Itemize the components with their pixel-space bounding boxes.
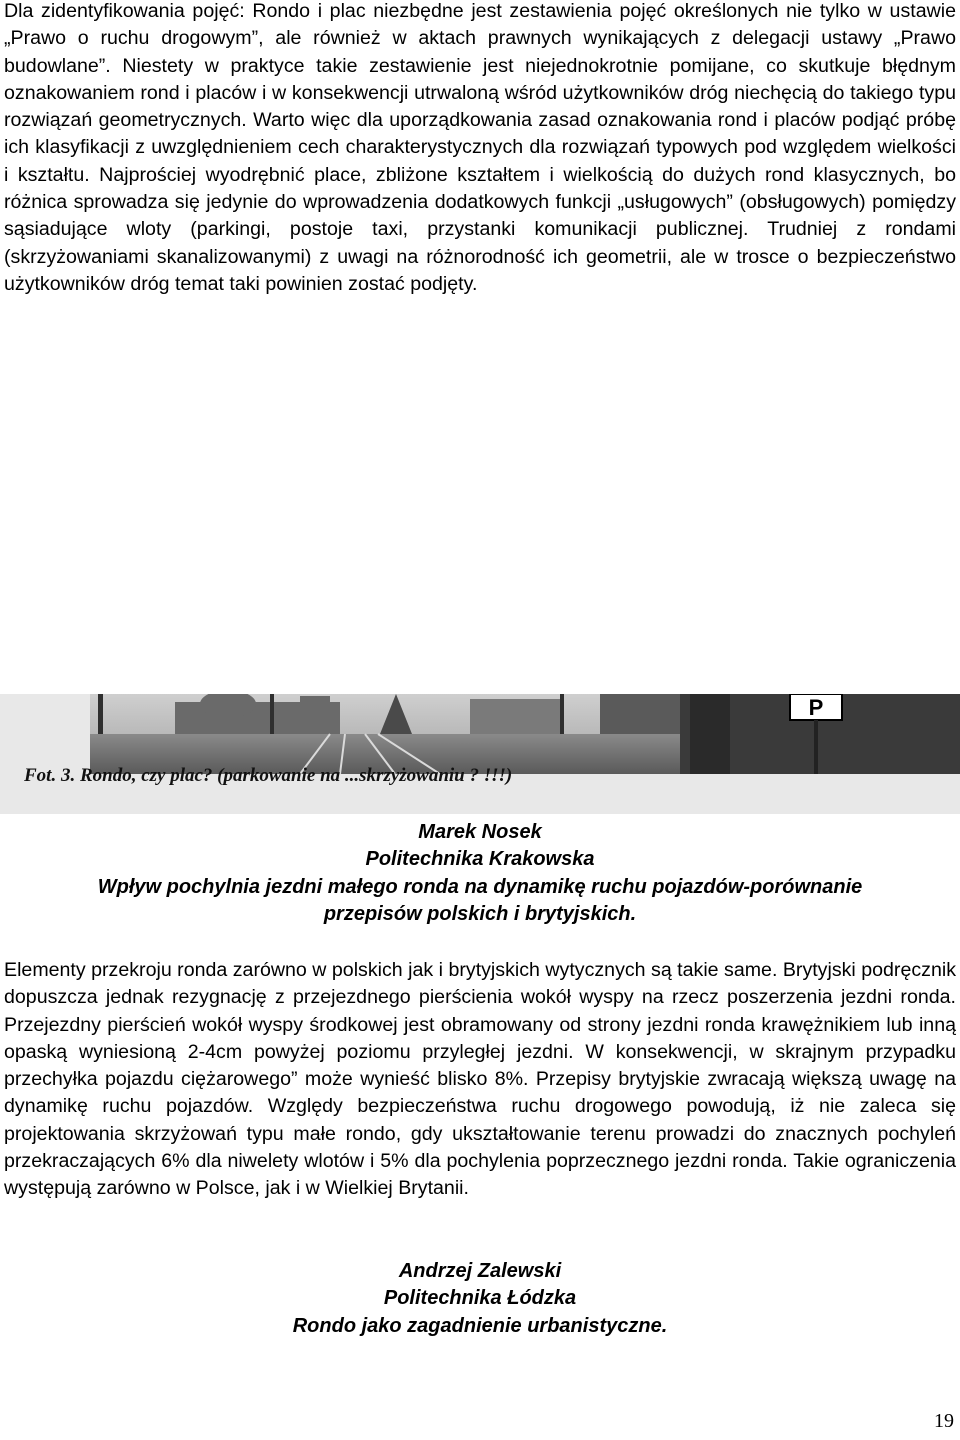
body-paragraph: Elementy przekroju ronda zarówno w polskich jak i brytyjskich wytycznych są takie same. Brytyjski podręcznik dopuszcza jednak rezygnację z przejezdnego pierścienia wokół wyspy na rzecz poszerzenia jezdni ronda. Przejezdny pierścień wokół wyspy środkowej jest obramowany od strony jezdni ronda krawężnikiem lub inną opaską wyniesioną 2-4cm powyżej poziomu przyległej jezdni. W konsekwencji, w skrajnym przypadku przechyłka pojazdu ciężarowego” może wynieść blisko 8%. Przepisy brytyjskie zwracają większą uwagę na dynamikę ruchu pojazdów. Względy bezpieczeństwa ruchu drogowego powodują, iż nie zaleca się projektowania skrzyżowań typu małe rondo, gdy ukształtowanie terenu prowadzi do znacznych pochyleń przekraczających 6% dla niwelety wlotów i 5% dla pochylenia poprzecznego jezdni ronda. Takie ograniczenia występują zarówno w Polsce, jak i w Wielkiej Brytanii. [4, 959, 956, 1200]
article1-heading [0, 819, 960, 928]
intro-paragraph: Dla zidentyfikowania pojęć: Rondo i plac niezbędne jest zestawienia pojęć określonych nie tylko w ustawie „Prawo o ruchu drogowym”, ale również w aktach prawnych wynikających z delegacji ustawy „Prawo budowlane”. Niestety w praktyce takie zestawienie jest niejednokrotnie pomijane, co skutkuje błędnym oznakowaniem rond i placów i w konsekwencji utrwaloną wśród użytkowników dróg niechęcią do takiego typu rozwiązań geometrycznych. Warto więc dla uporządkowania zasad oznakowania rond i placów podjąć próbę ich klasyfikacji z uwzględnieniem cech charakterystycznych dla rozwiązań typowych pod względem wielkości i kształtu. Najprościej wyodrębnić place, zbliżone kształtem i wielkością do dużych rond klasycznych, bo różnica sprowadza się jedynie do wprowadzenia dodatkowych funkcji „usługowych” (obsługowych) pomiędzy sąsiadujące wloty (parkingi, postoje taxi, przystanki komunikacji publicznej. Trudniej z rondami (skrzyżowaniami skanalizowanymi) z uwagi na różnorodność ich geometrii, ale w trosce o bezpieczeństwo użytkowników dróg temat taki powinien zostać podjęty. [4, 0, 956, 295]
article1-institution: Politechnika Krakowska [365, 848, 595, 871]
svg-text:P: P [808, 695, 824, 720]
article1-author: Marek Nosek [418, 821, 542, 843]
article2-title: Rondo jako zagadnienie urbanistyczne. [292, 1314, 668, 1337]
photo-figure [0, 694, 960, 814]
photo-caption: Fot. 3. Rondo, czy plac? (parkowanie na ...skrzyżowaniu ? !!!) [24, 765, 513, 786]
article2-author: Andrzej Zalewski [398, 1260, 562, 1282]
article1-title-line2: przepisów polskich i brytyjskich. [323, 902, 637, 925]
page-number: 19 [934, 1410, 954, 1432]
article2-institution: Politechnika Łódzka [383, 1287, 577, 1310]
article1-title-line1: Wpływ pochylnia jezdni małego ronda na dynamikę ruchu pojazdów-porównanie [97, 875, 863, 898]
street-photo [0, 694, 960, 814]
article2-heading [0, 1258, 960, 1340]
